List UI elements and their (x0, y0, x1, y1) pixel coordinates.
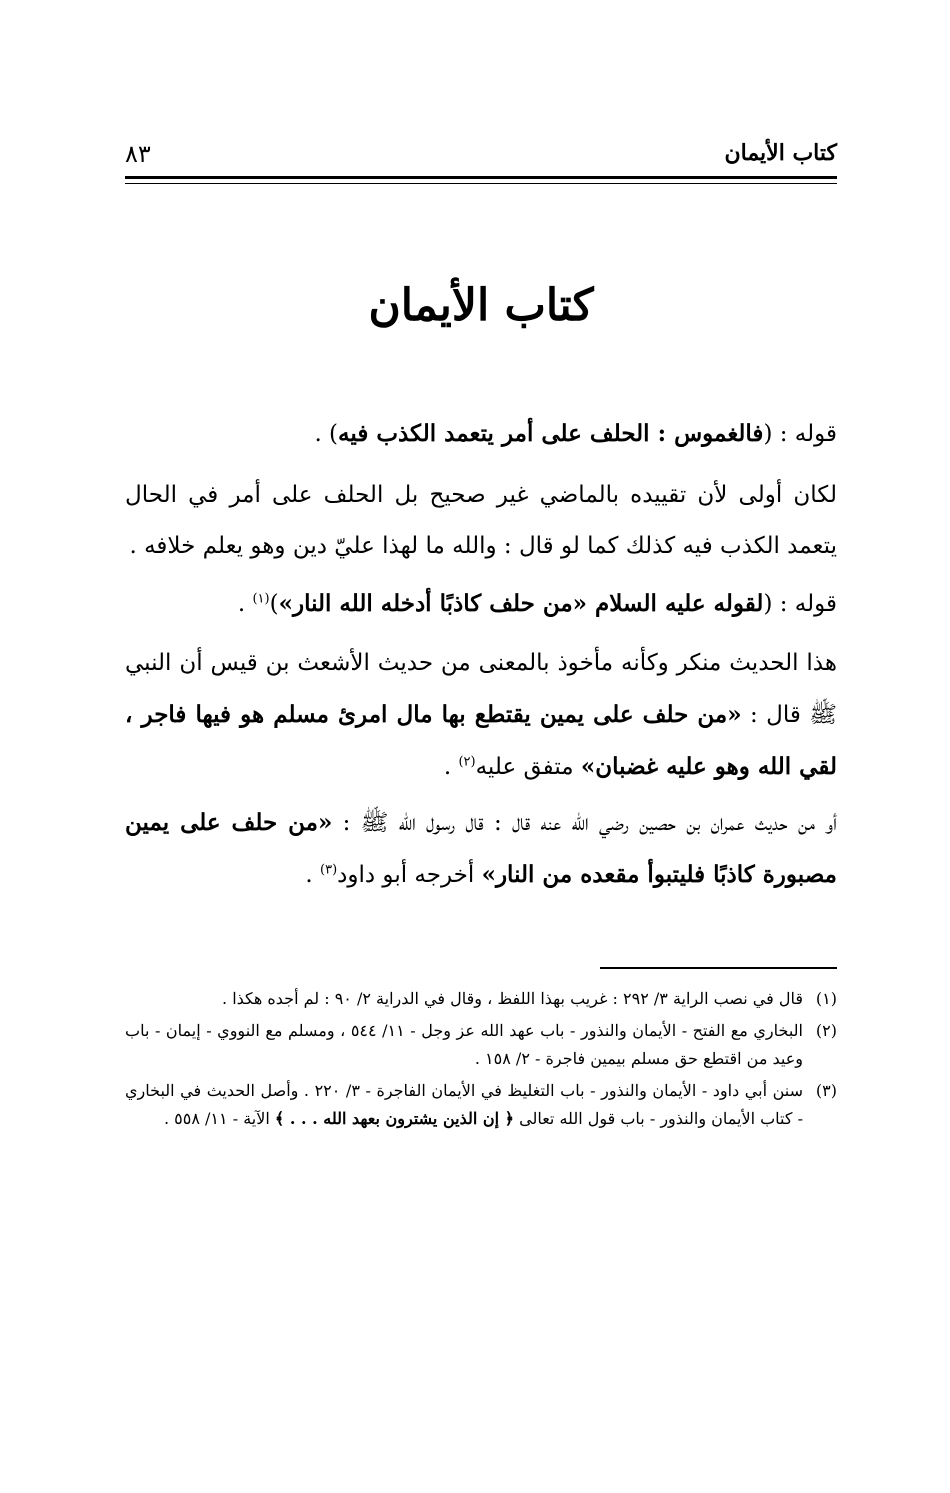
paragraph-end: . (443, 754, 459, 780)
footnote-number: (١) (815, 989, 837, 1008)
header-rule-thick (125, 176, 837, 179)
quote-bold-text: لقوله عليه السلام «من حلف كاذبًا أدخله الله النار» (278, 590, 764, 617)
footnote-ref: (٢) (458, 754, 476, 770)
footnote-3 (125, 1077, 837, 1133)
footnote-2 (125, 1017, 837, 1073)
paragraph-commentary-1 (125, 470, 875, 572)
running-title: كتاب الأيمان (724, 140, 837, 166)
footnote-separator (600, 967, 837, 969)
hadith-text: «من حلف على يمين مصبورة كاذبًا فليتبوأ مقعده من النار» (125, 809, 837, 888)
quote-bold-text: فالغموس : الحلف على أمر يتعمد الكذب فيه (338, 420, 764, 447)
quote-lead: قوله : ( (763, 591, 837, 617)
paragraph-lead: أو من حديث عمران بن حصين رضي الله عنه قال : قال رسول الله ﷺ : (332, 810, 837, 836)
quote-tail: ) . (314, 421, 339, 447)
footnotes (125, 985, 837, 1137)
paragraph-tail: أخرجه أبو داود (337, 862, 482, 888)
quote-end: . (237, 591, 253, 617)
footnote-text-part: الآية - ١١/ ٥٥٨ . (163, 1109, 275, 1128)
footnote-1 (125, 985, 837, 1013)
hadith-text: «من حلف على يمين يقتطع بها مال امرئ مسلم هو فيها فاجر ، لقي الله وهو عليه غضبان» (125, 701, 837, 780)
paragraph-quote-2 (125, 578, 875, 630)
footnote-text: قال في نصب الراية ٣/ ٢٩٢ : غريب بهذا اللفظ ، وقال في الدراية ٢/ ٩٠ : لم أجده هكذا . (222, 989, 803, 1008)
paragraph-commentary-2 (125, 638, 875, 793)
footnote-ref: (٣) (320, 862, 338, 878)
paragraph-end: . (305, 862, 320, 888)
chapter-title: كتاب الأيمان (368, 280, 594, 331)
footnote-text (125, 1077, 803, 1133)
quran-verse: ﴿ إن الذين يشترون بعهد الله . . . ﴾ (274, 1109, 515, 1128)
footnote-ref: (١) (252, 591, 270, 607)
paragraph-commentary-3 (125, 797, 875, 901)
quote-tail: ) (269, 591, 279, 617)
page-number: ٨٣ (125, 140, 151, 168)
page-header (125, 140, 837, 170)
footnote-text: البخاري مع الفتح - الأيمان والنذور - باب عهد الله عز وجل - ١١/ ٥٤٤ ، ومسلم مع النووي - إيمان - باب وعيد من اقتطع حق مسلم بيمين فاجرة - ٢/ ١٥٨ . (125, 1021, 804, 1068)
header-rule-thin (125, 183, 837, 184)
paragraph-tail: متفق عليه (475, 754, 581, 780)
paragraph-quote-1 (125, 408, 875, 460)
footnote-text-part: سنن أبي داود - الأيمان والنذور - باب التغليظ في الأيمان الفاجرة - ٣/ ٢٢٠ . وأصل الحديث في البخاري - كتاب الأيمان والنذور - باب قول الله تعالى (125, 1081, 804, 1128)
footnote-number: (٣) (815, 1081, 837, 1100)
quote-lead: قوله : ( (763, 421, 837, 447)
footnote-number: (٢) (815, 1021, 837, 1040)
paragraph-text: لكان أولى لأن تقييده بالماضي غير صحيح بل الحلف على أمر في الحال يتعمد الكذب فيه كذلك كما لو قال : والله ما لهذا عليّ دين وهو يعلم خلافه . (125, 482, 837, 559)
paragraph-lead: هذا الحديث منكر وكأنه مأخوذ بالمعنى من حديث الأشعث بن قيس أن النبي ﷺ قال : (125, 650, 837, 728)
